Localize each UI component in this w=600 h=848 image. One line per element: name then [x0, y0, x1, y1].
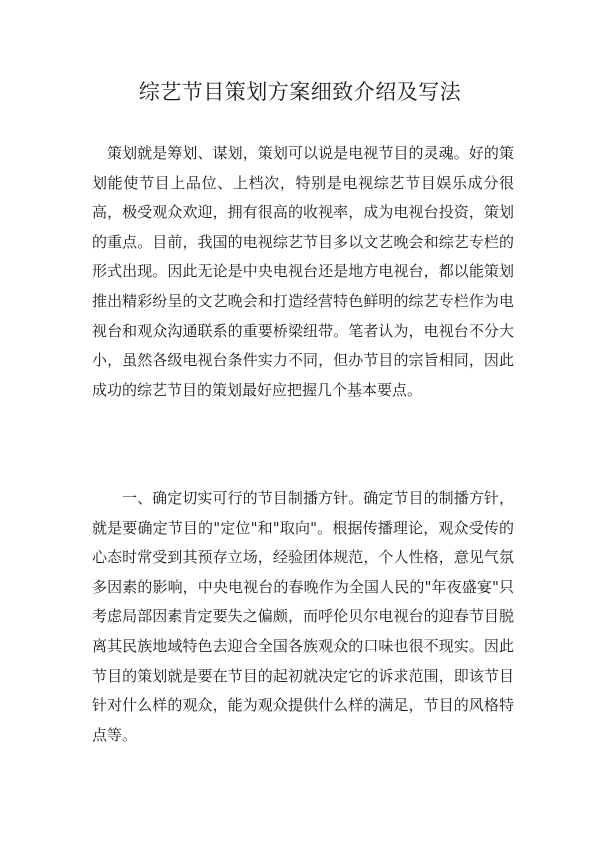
- document-title: 综艺节目策划方案细致介绍及写法: [138, 80, 462, 104]
- paragraph-intro: 策划就是筹划、谋划，策划可以说是电视节目的灵魂。好的策划能使节目上品位、上档次，特别是电视综艺节目娱乐成分很高，极受观众欢迎，拥有很高的收视率，成为电视台投资，策划的重点。目前，我国的电视综艺节目多以文艺晚会和综艺专栏的形式出现。因此无论是中央电视台还是地方电视台，都以能策划推出精彩纷呈的文艺晚会和打造经营特色鲜明的综艺专栏作为电视台和观众沟通联系的重要桥梁纽带。笔者认为，电视台不分大小，虽然各级电视台条件实力不同，但办节目的宗旨相同，因此成功的综艺节目的策划最好应把握几个基本要点。: [92, 144, 514, 399]
- paragraph-section-one: 一、确定切实可行的节目制播方针。确定节目的制播方针，就是要确定节目的"定位"和"取向"。根据传播理论，观众受传的心态时常受到其预存立场，经验团体规范，个人性格，意见气氛多因素的影响，中央电视台的春晚作为全国人民的"年夜盛宴"只考虑局部因素肯定要失之偏颇，而呼伦贝尔电视台的迎春节目脱离其民族地域特色去迎合全国各族观众的口味也很不现实。因此节目的策划就是要在节目的起初就决定它的诉求范围，即该节目针对什么样的观众，能为观众提供什么样的满足，节目的风格特点等。: [92, 489, 514, 744]
